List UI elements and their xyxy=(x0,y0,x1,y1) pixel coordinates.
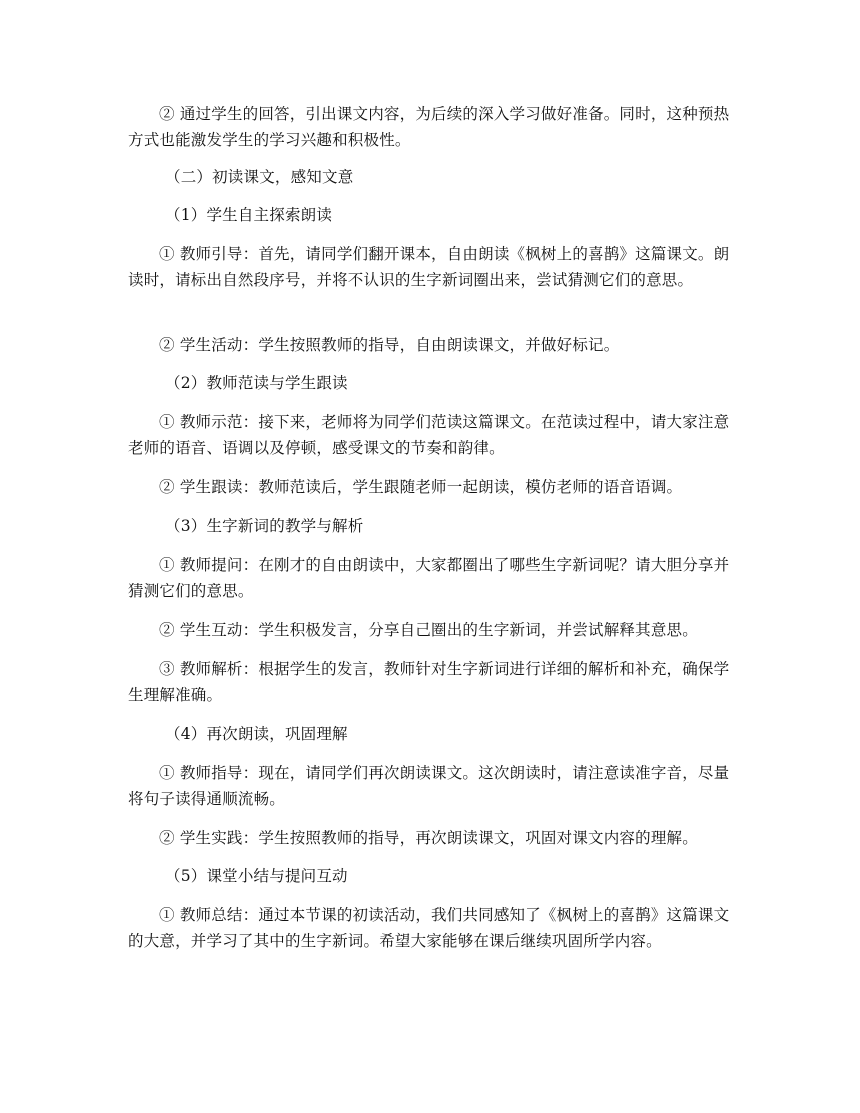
paragraph-student-activity: ② 学生活动：学生按照教师的指导，自由朗读课文，并做好标记。 xyxy=(159,336,620,354)
subheading-4: （4）再次朗读，巩固理解 xyxy=(165,725,348,743)
subheading-1: （1）学生自主探索朗读 xyxy=(165,206,333,224)
paragraph-student-interaction: ② 学生互动：学生积极发言，分享自己圈出的生字新词，并尝试解释其意思。 xyxy=(159,621,698,639)
paragraph-student-practice: ② 学生实践：学生按照教师的指导，再次朗读课文，巩固对课文内容的理解。 xyxy=(159,829,698,847)
subheading-3: （3）生字新词的教学与解析 xyxy=(165,517,364,535)
paragraph-teacher-analysis: ③ 教师解析：根据学生的发言，教师针对生字新词进行详细的解析和补充，确保学生理解准确。 xyxy=(128,660,730,704)
paragraph-follow-read: ② 学生跟读：教师范读后，学生跟随老师一起朗读，模仿老师的语音语调。 xyxy=(159,478,683,496)
paragraph-teacher-summary: ① 教师总结：通过本节课的初读活动，我们共同感知了《枫树上的喜鹊》这篇课文的大意，并学习了其中的生字新词。希望大家能够在课后继续巩固所学内容。 xyxy=(128,906,730,950)
paragraph-1: ② 通过学生的回答，引出课文内容，为后续的深入学习做好准备。同时，这种预热方式也能激发学生的学习兴趣和积极性。 xyxy=(128,105,730,149)
subheading-2: （2）教师范读与学生跟读 xyxy=(165,374,348,392)
paragraph-teacher-demo: ① 教师示范：接下来，老师将为同学们范读这篇课文。在范读过程中，请大家注意老师的语音、语调以及停顿，感受课文的节奏和韵律。 xyxy=(128,413,730,457)
section-heading-2: （二）初读课文，感知文意 xyxy=(165,168,354,186)
paragraph-teacher-instruction: ① 教师指导：现在，请同学们再次朗读课文。这次朗读时，请注意读准字音，尽量将句子读得通顺流畅。 xyxy=(128,764,730,808)
paragraph-teacher-guide: ① 教师引导：首先，请同学们翻开课本，自由朗读《枫树上的喜鹊》这篇课文。朗读时，请标出自然段序号，并将不认识的生字新词圈出来，尝试猜测它们的意思。 xyxy=(128,245,730,289)
paragraph-teacher-question: ① 教师提问：在刚才的自由朗读中，大家都圈出了哪些生字新词呢？请大胆分享并猜测它们的意思。 xyxy=(128,556,730,600)
subheading-5: （5）课堂小结与提问互动 xyxy=(165,867,348,885)
